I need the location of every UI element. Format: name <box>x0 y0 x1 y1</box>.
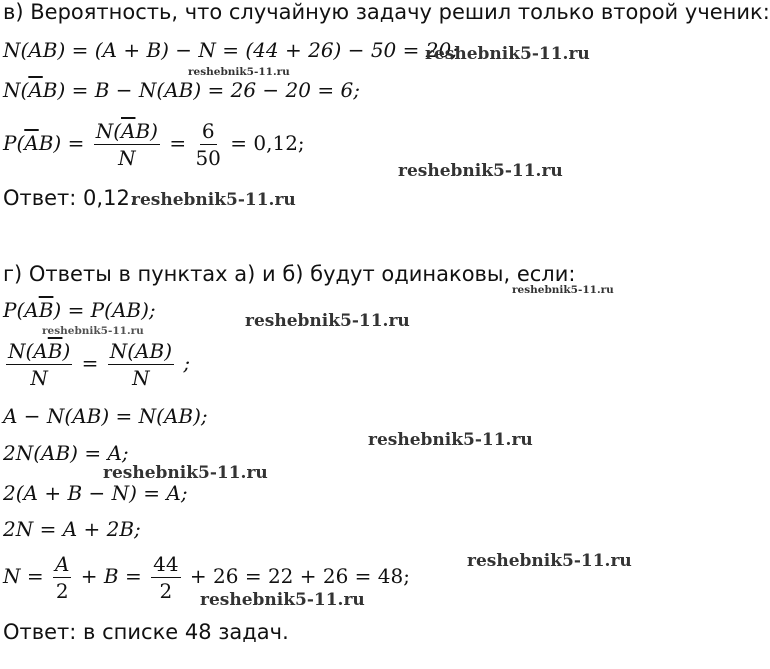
watermark: reshebnik5-11.ru <box>200 590 365 610</box>
part-g-eq7: N = $\frac{A}{2}$ + B = $\frac{44}{2}$ + 26 = 22 + 26 = 48; <box>3 552 410 603</box>
watermark: reshebnik5-11.ru <box>368 430 533 450</box>
part-g-answer: Ответ: в списке 48 задач. <box>3 620 289 644</box>
fraction-6-over-50: $\frac{6}{50}$ <box>195 119 221 170</box>
watermark: reshebnik5-11.ru <box>103 463 268 483</box>
fraction-nab-over-n-right: $\frac{N(AB)}{N}$ <box>109 339 172 390</box>
part-g-eq6: 2N = A + 2B; <box>3 517 141 541</box>
fraction-a-over-2: $\frac{A}{2}$ <box>54 552 70 603</box>
watermark: reshebnik5-11.ru <box>425 44 590 64</box>
part-g-eq3: A − N(AB) = N(AB); <box>3 404 208 428</box>
part-v-eq1: N(AB) = (A + B) − N = (44 + 26) − 50 = 20; <box>3 38 458 62</box>
part-g-eq1: $P(A\overline{B}) = P(AB)$; <box>3 298 156 322</box>
watermark: reshebnik5-11.ru <box>467 551 632 571</box>
part-v-heading: в) Вероятность, что случайную задачу решил только второй ученик: <box>3 0 770 24</box>
fraction-44-over-2: $\frac{44}{2}$ <box>153 552 179 603</box>
part-g-eq2: $\frac{N(A\overline{B})}{N}$ = $\frac{N(AB)}{N}$ ; <box>8 339 191 390</box>
watermark: reshebnik5-11.ru <box>188 66 290 78</box>
part-v-answer: Ответ: 0,12. <box>3 186 137 210</box>
watermark: reshebnik5-11.ru <box>131 190 296 210</box>
part-v-eq2: $N(\overline{A}B) = B - N(AB) = 26 - 20 = 6$; <box>3 78 360 102</box>
part-v-eq3: $P(\overline{A}B)$ = $\frac{N(\overline{A}B)}{N}$ = $\frac{6}{50}$ = 0,12; <box>3 119 305 170</box>
watermark: reshebnik5-11.ru <box>398 161 563 181</box>
watermark: reshebnik5-11.ru <box>512 284 614 296</box>
fraction-nab-over-n-left: $\frac{N(A\overline{B})}{N}$ <box>8 339 71 390</box>
watermark: reshebnik5-11.ru <box>42 325 144 337</box>
part-g-eq5: 2(A + B − N) = A; <box>3 481 188 505</box>
part-g-heading: г) Ответы в пунктах а) и б) будут одинаковы, если: <box>3 262 576 286</box>
part-g-eq4: 2N(AB) = A; <box>3 441 129 465</box>
watermark: reshebnik5-11.ru <box>245 311 410 331</box>
fraction-nab-over-n: $\frac{N(\overline{A}B)}{N}$ <box>95 119 158 170</box>
